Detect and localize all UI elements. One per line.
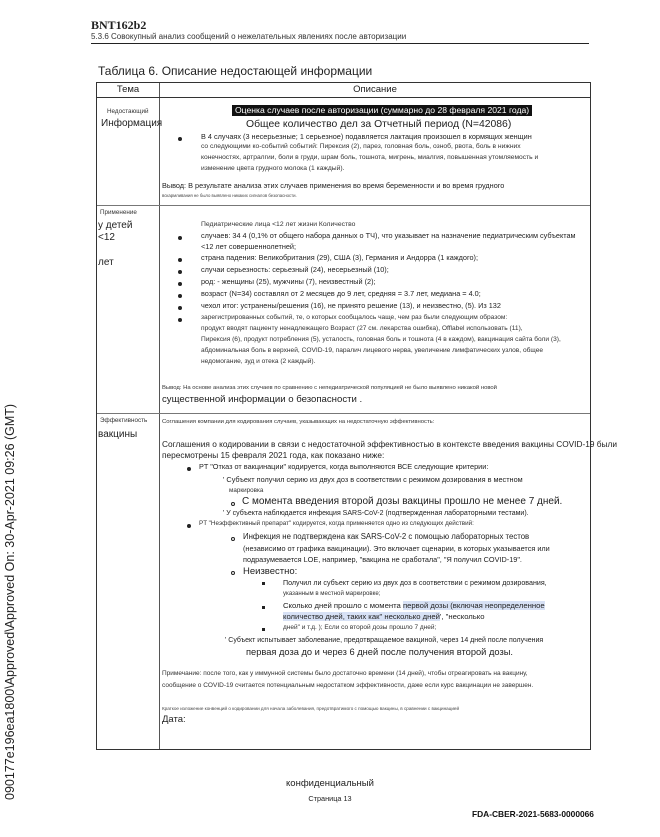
- unknown-item: указанным в местной маркировке;: [283, 590, 381, 597]
- highlighted-text: первой дозы (включая неопределенное: [402, 601, 545, 610]
- row2-topic: лет: [98, 257, 114, 268]
- bullet: [178, 236, 182, 240]
- row2-topic: <12: [98, 232, 115, 243]
- children-item: возраст (N=34) составлял от 2 месяцев до 9 лет, средняя = 3.7 лет, медиана = 4.0;: [201, 289, 481, 298]
- bullet: [178, 270, 182, 274]
- children-item: зарегистрированных событий, те, о которых сообщалось чаще, чем раз были следующим образом:: [201, 314, 508, 321]
- children-item: страна падения: Великобритания (29), США (3), Германия и Андорра (1 каждого);: [201, 253, 478, 262]
- bullet: [187, 524, 191, 528]
- days-text: Сколько дней прошло с момента: [283, 601, 403, 610]
- agreement-line: Соглашения о кодировании в связи с недостаточной эффективностью в контексте введения вакцины COVID-19 были: [162, 439, 617, 449]
- row2-topic: у детей: [98, 220, 133, 231]
- days-line: дней" и т.д. ); Если со второй дозы прошло 7 дней;: [283, 624, 437, 631]
- pt-drug-ineffective: PT "Неэффективный препарат" кодируется, когда применяется одно из следующих действий:: [199, 520, 474, 527]
- days-text: ', "несколько: [439, 612, 485, 621]
- lactation-conclusion-small: вскармливания не было выявлено никаких сигналов безопасности.: [162, 193, 297, 198]
- bullet: [178, 306, 182, 310]
- note-line: сообщение о COVID-19 считается потенциальным недостатком эффективности, даже если курс вакцинации не завершен.: [162, 682, 534, 689]
- lactation-line: со следующими ко-событий событий: Пирексия (2), парез, головная боль, озноб, рвота, боль в нижних: [201, 143, 521, 150]
- document-id: FDA-CBER-2021-5683-0000066: [472, 809, 594, 819]
- row1-topic: Информация: [101, 118, 163, 129]
- lactation-line: В 4 случаях (3 несерьезные; 1 серьезное) подавляется лактация произошел в кормящих женщин: [201, 132, 532, 141]
- unknown-heading: Неизвестно:: [243, 566, 298, 577]
- lactation-line: конечностях, артралгии, боли в груди, шрам боль, тошнота, мигрень, миалгия, повышенная утомляемость и: [201, 154, 539, 161]
- children-intro: Педиатрические лица <12 лет жизни Количество: [201, 221, 356, 228]
- criterion: ' Субъект получил серию из двух доз в соответствии с режимом дозирования в местном: [223, 475, 523, 484]
- unknown-item: Получил ли субъект серию из двух доз в соответствии с режимом дозирования,: [283, 579, 547, 587]
- confidential-label: конфиденциальный: [286, 778, 374, 789]
- row1-topic-small: Недостающий: [107, 108, 149, 115]
- bullet: [178, 282, 182, 286]
- header-rule: [91, 43, 589, 44]
- symptom-line: ' Субъект испытывает заболевание, предотвращаемое вакциной, через 14 дней после получения: [225, 637, 544, 644]
- bullet: [178, 294, 182, 298]
- bullet: [178, 258, 182, 262]
- lactation-conclusion: Вывод: В результате анализа этих случаев применения во время беременности и во время грудного: [162, 181, 505, 190]
- children-item: чехол итог: устранены/решения (16), не принято решение (13), и неизвестно, (5). Из 132: [201, 301, 501, 310]
- children-item: случаев: 34 4 (0,1% от общего набора данных о ТЧ), что указывает на назначение педиатрическим субъектам: [201, 231, 576, 240]
- highlighted-text: количество дней, таких как" несколько дней: [283, 612, 440, 621]
- row-separator: [97, 413, 590, 414]
- col-header-topic: Тема: [116, 84, 140, 95]
- bullet: [187, 467, 191, 471]
- infection-line: подразумевается LOE, например, "вакцина не сработала", "Я получил COVID-19".: [243, 555, 522, 564]
- page-number: Страница 13: [308, 794, 352, 803]
- days-line: [283, 612, 485, 622]
- square-bullet: [262, 606, 265, 609]
- date-label: Дата:: [162, 714, 186, 725]
- row2-topic-small: Применение: [100, 209, 137, 216]
- children-item: <12 лет совершеннолетней;: [201, 242, 297, 251]
- note-line: Примечание: после того, как у иммунной системы было достаточно времени (14 дней), чтобы отреагировать на вакцину,: [162, 670, 528, 677]
- bullet: [178, 137, 182, 141]
- children-item: род: - женщины (25), мужчины (7), неизвестный (2);: [201, 277, 376, 286]
- pt-vaccination-failure: PT "Отказ от вакцинации" кодируется, когда выполняются ВСЕ следующие критерии:: [199, 462, 489, 471]
- section-title: 5.3.6 Совокупный анализ сообщений о нежелательных явлениях после авторизации: [91, 32, 407, 41]
- children-item: продукт вводят пациенту ненадлежащего Возраст (27 см. лекарства ошибка), Offlabel использовать (11),: [201, 325, 523, 332]
- second-dose-criterion: С момента введения второй дозы вакцины прошло не менее 7 дней.: [242, 496, 563, 507]
- children-item: Пирексия (6), продукт потребления (5), усталость, головная боль и тошнота (4 в каждом), вакцинация сайта боли (3),: [201, 336, 561, 343]
- days-line: [283, 601, 545, 611]
- circle-bullet: [231, 537, 235, 541]
- children-conclusion: существенной информации о безопасности .: [162, 394, 363, 405]
- total-cases: Общее количество дел за Отчетный период (N=42086): [246, 119, 512, 130]
- banner-heading: Оценка случаев после авторизации (суммарно до 28 февраля 2021 года): [232, 105, 532, 116]
- column-divider: [159, 83, 160, 749]
- infection-line: Инфекция не подтверждена как SARS-CoV-2 с помощью лабораторных тестов: [243, 532, 530, 541]
- criterion: маркировка: [229, 487, 264, 494]
- efficacy-conventions-label: Соглашения компании для кодирования случаев, указывающих на недостаточную эффективность:: [162, 419, 435, 425]
- summary-small: Краткое изложение конвенций о кодировании для начала заболевания, предотвратимого с помощью вакцины, в сравнении с вакцинацией: [162, 706, 460, 711]
- children-item: недомогание, зуд и отека (2 каждый).: [201, 358, 316, 365]
- table-title: Таблица 6. Описание недостающей информации: [98, 64, 373, 78]
- agreement-line: пересмотрены 15 февраля 2021 года, как показано ниже:: [162, 450, 385, 460]
- infection-line: (независимо от графика вакцинации). Это включает сценарии, в которых указывается или: [243, 544, 550, 553]
- lactation-line: изменение цвета грудного молока (1 каждый).: [201, 165, 345, 172]
- circle-bullet: [231, 502, 235, 506]
- col-header-description: Описание: [353, 84, 397, 95]
- row-separator: [97, 205, 590, 206]
- children-conclusion-small: Вывод: На основе анализа этих случаев по сравнению с непедиатрической популяцией не было выявлено никакой новой: [162, 385, 497, 391]
- row3-topic-small: Эффективность: [100, 417, 148, 424]
- square-bullet: [262, 628, 265, 631]
- bullet: [178, 318, 182, 322]
- children-item: случаи серьезность: серьезный (24), несерьезный (10);: [201, 265, 389, 274]
- approval-stamp: 090177e196ea1800\Approved\Approved On: 30-Apr-2021 09:26 (GMT): [3, 403, 17, 800]
- row3-topic: вакцины: [98, 429, 138, 440]
- circle-bullet: [231, 571, 235, 575]
- symptom-line: первая доза до и через 6 дней после получения второй дозы.: [246, 647, 513, 657]
- header-separator: [97, 97, 590, 98]
- children-item: абдоминальная боль в верхней, COVID-19, паралич лицевого нерва, увеличение лимфатических узлов, общее: [201, 347, 544, 354]
- square-bullet: [262, 582, 265, 585]
- criterion: ' У субъекта наблюдается инфекция SARS-CoV-2 (подтвержденная лабораторными тестами).: [223, 510, 529, 517]
- doc-code: BNT162b2: [91, 18, 147, 32]
